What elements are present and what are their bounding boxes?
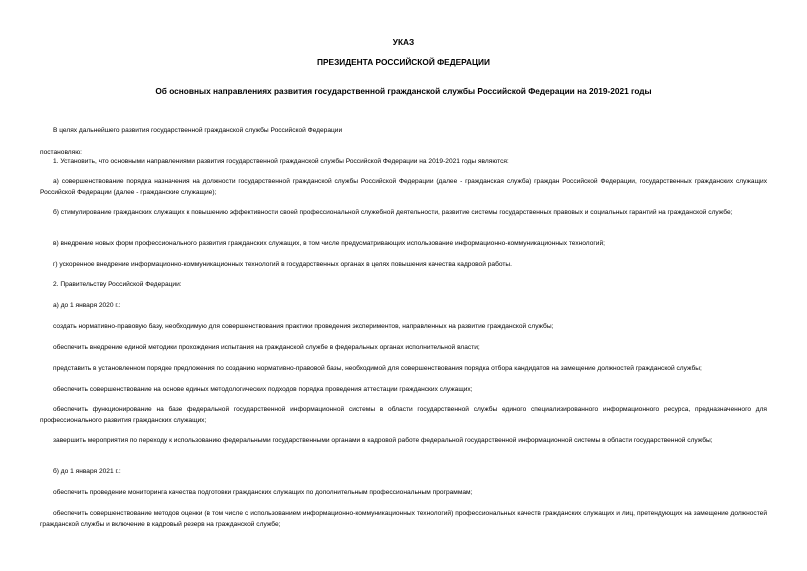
item-2a-point-1: создать нормативно-правовую базу, необходимую для совершенствования практики проведения экспериментов, направленных на развитие гражданской службы; xyxy=(53,323,554,330)
decree-word: постановляю: xyxy=(40,149,83,156)
preamble-paragraph: В целях дальнейшего развития государственной гражданской службы Российской Федерации xyxy=(53,127,343,134)
item-1d-paragraph: г) ускоренное внедрение информационно-коммуникационных технологий в государственных органах в целях повышения качества кадровой работы. xyxy=(53,261,512,268)
item-1-paragraph: 1. Установить, что основными направлениями развития государственной гражданской службы Российской Федерации на 2019-2021 годы являются: xyxy=(53,158,509,165)
item-1b-paragraph: б) стимулирование гражданских служащих к повышению эффективности своей профессиональной служебной деятельности, развитие системы государственных правовых и социальных гарантий на гражданской службе; xyxy=(53,209,733,216)
decree-title: УКАЗ xyxy=(392,37,415,47)
item-2a-point-2: обеспечить внедрение единой методики прохождения испытания на гражданской службе в федеральных органах исполнительной власти; xyxy=(53,344,480,351)
decree-subtitle: ПРЕЗИДЕНТА РОССИЙСКОЙ ФЕДЕРАЦИИ xyxy=(317,57,490,67)
item-2b-point-2: обеспечить совершенствование методов оценки (в том числе с использованием информационно-коммуникационных технологий) профессиональных качеств гражданских служащих и лиц, претендующих на замещение должностей гражданской службы и включение в кадровый резерв на гражданской службе; xyxy=(40,510,767,528)
item-2a-point-6: завершить мероприятия по переходу к использованию федеральными государственными органами в кадровой работе федеральной государственной информационной системы в области государственной службы; xyxy=(53,437,713,444)
item-2-paragraph: 2. Правительству Российской Федерации: xyxy=(53,281,182,288)
item-1a-paragraph: а) совершенствование порядка назначения на должности государственной гражданской службы Российской Федерации (далее - гражданская служба) граждан Российской Федерации, государственных гражданских служащих Российской Федерации (далее - гражданские служащие); xyxy=(40,178,767,196)
item-2b-heading: б) до 1 января 2021 г.: xyxy=(53,468,121,475)
item-2a-point-3: представить в установленном порядке предложения по созданию нормативно-правовой базы, необходимой для совершенствования порядка отбора кандидатов на замещение должностей гражданской службы; xyxy=(53,365,702,372)
item-2a-heading: а) до 1 января 2020 г.: xyxy=(53,302,121,309)
item-2a-point-4: обеспечить совершенствование на основе единых методологических подходов порядка проведения аттестации гражданских служащих; xyxy=(53,386,473,393)
item-2a-point-5: обеспечить функционирование на базе федеральной государственной информационной системы в области государственной службы единого специализированного информационного ресурса, предназначенного для профессионального развития гражданских служащих; xyxy=(40,406,767,424)
item-1c-paragraph: в) внедрение новых форм профессионального развития гражданских служащих, в том числе предусматривающих использование информационно-коммуникационных технологий; xyxy=(53,240,605,247)
decree-heading: Об основных направлениях развития государственной гражданской службы Российской Федерации на 2019-2021 годы xyxy=(155,86,652,96)
item-2b-point-1: обеспечить проведение мониторинга качества подготовки гражданских служащих по дополнительным профессиональным программам; xyxy=(53,489,473,496)
